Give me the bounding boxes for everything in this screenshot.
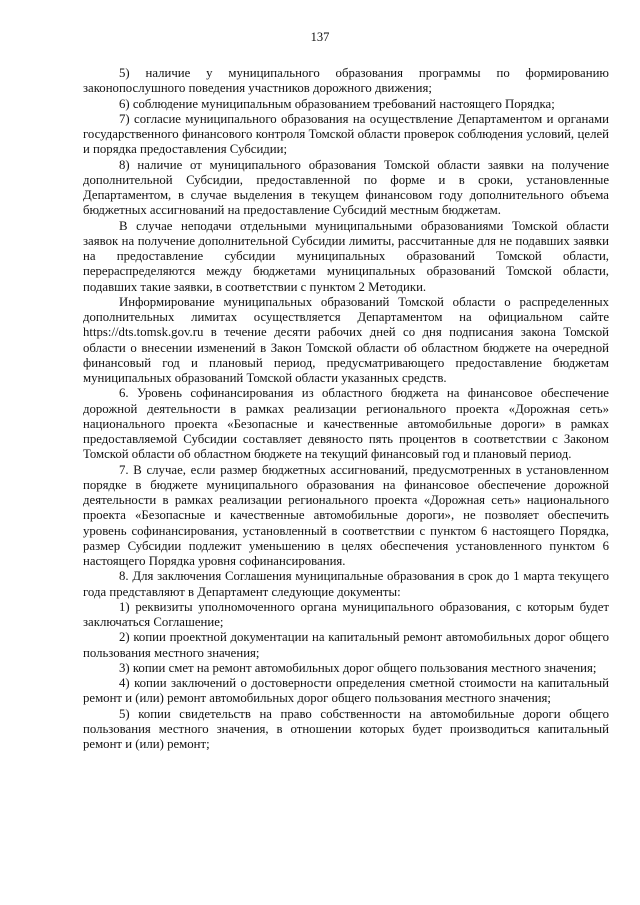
- paragraph-item-5: 5) наличие у муниципального образования программы по формированию законопослушного поведения участников дорожного движения;: [83, 66, 609, 96]
- document-list-item-2: 2) копии проектной документации на капитальный ремонт автомобильных дорог общего пользования местного значения;: [83, 630, 609, 660]
- paragraph-item-6: 6) соблюдение муниципальным образованием требований настоящего Порядка;: [119, 96, 555, 111]
- document-list-item-4: 4) копии заключений о достоверности определения сметной стоимости на капитальный ремонт и (или) ремонт автомобильных дорог общего пользования местного значения;: [83, 676, 609, 706]
- paragraph-clause-6: 6. Уровень софинансирования из областного бюджета на финансовое обеспечение дорожной деятельности в рамках реализации регионального проекта «Дорожная сеть» национального проекта «Безопасные и качественные автомобильные дороги» в рамках предоставляемой Субсидии составляет девяносто пять процентов в соответствии с Законом Томской области об областном бюджете на текущий финансовый год и плановый период.: [83, 386, 609, 462]
- paragraph-item-7: 7) согласие муниципального образования на осуществление Департаментом и органами государственного финансового контроля Томской области проверок соблюдения условий, целей и порядка предоставления Субсидии;: [83, 111, 609, 157]
- paragraph-clause-7: 7. В случае, если размер бюджетных ассигнований, предусмотренных в установленном порядке в бюджете муниципального образования на финансовое обеспечение дорожной деятельности в рамках реализации регионального проекта «Дорожная сеть» национального проекта «Безопасные и качественные автомобильные дороги», не позволяет обеспечить уровень софинансирования, установленный в соответствии с пунктом 6 настоящего Порядка, размер Субсидии подлежит уменьшению в целях обеспечения установленного пунктом 6 настоящего Порядка уровня софинансирования.: [83, 462, 609, 568]
- page-number: 137: [310, 30, 330, 44]
- paragraph-informing: Информирование муниципальных образований Томской области о распределенных дополнительных лимитах осуществляется Департаментом на официальном сайте https://dts.tomsk.gov.ru в течение десяти рабочих дней со дня подписания закона Томской области о внесении изменений в Закон Томской области об областном бюджете на очередной финансовый год и плановый период, предусматривающего предоставление бюджетам муниципальных образований Томской области указанных средств.: [83, 294, 609, 385]
- paragraph-clause-8: 8. Для заключения Соглашения муниципальные образования в срок до 1 марта текущего года представляют в Департамент следующие документы:: [83, 569, 609, 599]
- document-list-item-3: 3) копии смет на ремонт автомобильных дорог общего пользования местного значения;: [119, 660, 597, 675]
- paragraph-item-8: 8) наличие от муниципального образования Томской области заявки на получение дополнительной Субсидии, предоставленной по форме и в сроки, установленные Департаментом, в случае выделения в текущем финансовом году дополнительного объема бюджетных ассигнований на предоставление Субсидий местным бюджетам.: [83, 157, 609, 218]
- paragraph-unsubmitted-applications: В случае неподачи отдельными муниципальными образованиями Томской области заявок на получение дополнительной Субсидии лимиты, рассчитанные для не подавших заявки на предоставление субсидии муниципальных образований Томской области, перераспределяются между бюджетами муниципальных образований Томской области, подавших такие заявки, в соответствии с пунктом 2 Методики.: [83, 218, 609, 294]
- document-body: [83, 66, 609, 752]
- document-list-item-1: 1) реквизиты уполномоченного органа муниципального образования, с которым будет заключаться Соглашение;: [83, 599, 609, 629]
- document-list-item-5: 5) копии свидетельств на право собственности на автомобильные дороги общего пользования местного значения, в отношении которых будет производиться капитальный ремонт и (или) ремонт;: [83, 706, 609, 751]
